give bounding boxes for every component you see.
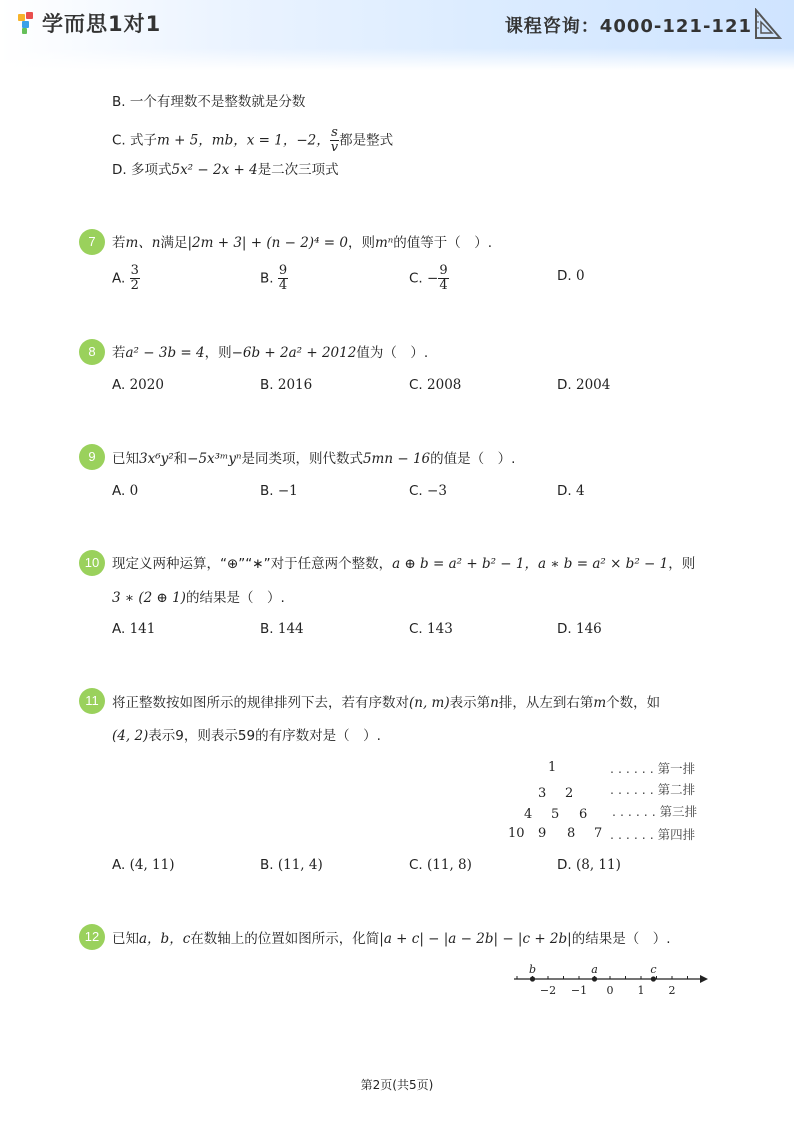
option-label: B. bbox=[260, 857, 274, 873]
question-12-stem bbox=[112, 929, 671, 949]
option-label: B. bbox=[260, 483, 274, 499]
stem-text: 在数轴上的位置如图所示，化简 bbox=[190, 931, 380, 947]
stem-math: (4, 2) bbox=[112, 728, 149, 744]
option-value: 2008 bbox=[427, 377, 462, 393]
fraction-denominator: 4 bbox=[439, 278, 448, 293]
option-label: C. bbox=[409, 270, 423, 287]
triangle-number: 1 bbox=[548, 760, 557, 775]
option-b bbox=[260, 264, 288, 293]
stem-math: |a + c| − |a − 2b| − |c + 2b| bbox=[379, 931, 572, 947]
fraction-denominator: v bbox=[330, 140, 339, 155]
question-number-badge: 12 bbox=[79, 924, 105, 950]
prev-option-c-fraction bbox=[330, 126, 339, 155]
option-a bbox=[112, 855, 174, 875]
option-label: A. bbox=[112, 621, 126, 637]
stem-text: ，则 bbox=[347, 235, 375, 251]
triangle-number: 2 bbox=[565, 786, 574, 801]
option-label: B. bbox=[260, 377, 274, 393]
option-b bbox=[260, 481, 298, 501]
option-c bbox=[409, 619, 453, 639]
stem-text: 已知 bbox=[112, 451, 139, 467]
question-11-stem-line-2 bbox=[112, 726, 381, 746]
row-label: . . . . . . 第一排 bbox=[610, 761, 696, 776]
question-10-stem-line-1 bbox=[112, 554, 695, 574]
stem-text: 是同类项，则代数式 bbox=[241, 451, 363, 467]
tick-label: 1 bbox=[637, 984, 645, 997]
option-value: 2020 bbox=[129, 377, 164, 393]
option-d bbox=[557, 855, 621, 875]
option-value: 0 bbox=[129, 483, 139, 499]
option-value: (11, 8) bbox=[427, 857, 472, 873]
fraction-denominator: 2 bbox=[130, 278, 139, 293]
fraction-numerator: 9 bbox=[278, 263, 288, 278]
option-label: D. bbox=[557, 377, 572, 393]
option-value: 144 bbox=[277, 621, 304, 637]
question-7-stem bbox=[112, 233, 492, 253]
row-label: . . . . . . 第四排 bbox=[610, 827, 696, 842]
arrow-head-icon bbox=[700, 975, 708, 983]
stem-text: 表示第 bbox=[449, 695, 491, 711]
hotline-text: 课程咨询：4000-121-121 bbox=[504, 16, 752, 37]
logo-text: 学而思1对1 bbox=[42, 12, 162, 36]
logo-mark-icon bbox=[18, 12, 36, 34]
stem-math: −5x³ᵐyⁿ bbox=[187, 451, 242, 467]
stem-text: 表示9，则表示59的有序数对是（ ）. bbox=[148, 728, 381, 744]
stem-math: a，b，c bbox=[139, 931, 191, 947]
option-sign: − bbox=[427, 270, 439, 287]
option-label: A. bbox=[112, 270, 126, 287]
option-value: 141 bbox=[129, 621, 156, 637]
option-label: C. bbox=[409, 483, 423, 499]
tick-label: −2 bbox=[539, 984, 557, 997]
stem-math: m、n bbox=[125, 235, 161, 251]
option-d bbox=[557, 481, 585, 501]
option-label: C. bbox=[409, 857, 423, 873]
prev-option-c-math: m + 5，mb，x = 1，−2， bbox=[157, 132, 330, 149]
option-label: D. bbox=[557, 483, 572, 499]
stem-text: 现定义两种运算，“⊕”“∗”对于任意两个整数， bbox=[112, 556, 393, 572]
option-value: 4 bbox=[575, 483, 585, 499]
option-d bbox=[557, 619, 602, 639]
option-d bbox=[557, 266, 585, 286]
option-d bbox=[557, 375, 610, 395]
stem-text: 值为（ ）. bbox=[356, 345, 429, 361]
option-value: 146 bbox=[575, 621, 602, 637]
option-label: A. bbox=[112, 857, 126, 873]
prev-option-d-suffix: 是二次三项式 bbox=[257, 162, 339, 178]
triangle-number: 4 bbox=[524, 807, 533, 822]
stem-math: a² − 3b = 4 bbox=[125, 345, 205, 361]
stem-text: 满足 bbox=[160, 235, 188, 251]
prev-option-d-prefix: D. 多项式 bbox=[112, 162, 172, 178]
option-b bbox=[260, 855, 323, 875]
fraction-numerator: s bbox=[331, 125, 338, 140]
stem-text: 和 bbox=[173, 451, 188, 467]
point-c bbox=[651, 976, 656, 981]
stem-text: 已知 bbox=[112, 931, 139, 947]
stem-text: 将正整数按如图所示的规律排列下去，若有序数对 bbox=[112, 695, 409, 711]
question-number-badge: 9 bbox=[79, 444, 105, 470]
option-c bbox=[409, 264, 449, 293]
option-a bbox=[112, 264, 140, 293]
option-value: 2016 bbox=[277, 377, 313, 393]
triangle-number: 8 bbox=[567, 826, 576, 841]
stem-math: (n, m) bbox=[409, 695, 450, 711]
option-c bbox=[409, 855, 472, 875]
option-fraction bbox=[278, 264, 288, 293]
question-8-stem bbox=[112, 343, 428, 363]
stem-text: 的值等于（ ）. bbox=[393, 235, 493, 251]
option-fraction bbox=[438, 264, 448, 293]
stem-text: 若 bbox=[112, 345, 126, 361]
set-square-ruler-icon bbox=[754, 8, 782, 40]
fraction-denominator: 4 bbox=[278, 278, 288, 293]
point-a bbox=[592, 976, 597, 981]
option-label: C. bbox=[409, 621, 423, 637]
option-value: (4, 11) bbox=[129, 857, 175, 873]
row-label: . . . . . . 第二排 bbox=[610, 782, 696, 797]
stem-math: −6b + 2a² + 2012 bbox=[231, 345, 357, 361]
prev-option-d-math: 5x² − 2x + 4 bbox=[171, 162, 258, 178]
brand-logo bbox=[18, 8, 161, 38]
option-b bbox=[260, 619, 304, 639]
option-c bbox=[409, 481, 447, 501]
option-value: 2004 bbox=[575, 377, 611, 393]
prev-option-b: B. 一个有理数不是整数就是分数 bbox=[112, 94, 306, 110]
option-label: D. bbox=[557, 268, 572, 284]
question-number-badge: 8 bbox=[79, 339, 105, 365]
stem-text: 的结果是（ ）. bbox=[571, 931, 671, 947]
option-label: C. bbox=[409, 377, 423, 393]
stem-text: 的结果是（ ）. bbox=[185, 590, 285, 606]
option-value: −1 bbox=[277, 483, 298, 499]
prev-option-c-prefix: C. 式子 bbox=[112, 132, 158, 149]
question-10-stem-line-2 bbox=[112, 588, 285, 608]
point-label: c bbox=[650, 963, 657, 976]
tick-label: 2 bbox=[668, 984, 676, 997]
question-number-badge: 10 bbox=[79, 550, 105, 576]
stem-text: 个数，如 bbox=[606, 695, 661, 711]
point-label: b bbox=[528, 963, 537, 976]
triangle-number: 7 bbox=[594, 826, 603, 841]
question-number-badge: 7 bbox=[79, 229, 105, 255]
option-value: (11, 4) bbox=[277, 857, 323, 873]
fraction-numerator: 9 bbox=[439, 263, 448, 278]
option-value: (8, 11) bbox=[575, 857, 621, 873]
stem-math: 5mn − 16 bbox=[362, 451, 431, 467]
question-11-stem-line-1 bbox=[112, 693, 660, 713]
option-b bbox=[260, 375, 312, 395]
option-value: 0 bbox=[575, 268, 585, 284]
page-footer: 第2页(共5页) bbox=[360, 1078, 434, 1092]
point-b bbox=[530, 976, 535, 981]
prev-option-c-suffix: 都是整式 bbox=[339, 132, 394, 149]
stem-text: ，则 bbox=[204, 345, 232, 361]
option-a bbox=[112, 375, 164, 395]
stem-text: ，则 bbox=[668, 556, 696, 572]
option-label: A. bbox=[112, 377, 126, 393]
stem-math: a ⊕ b = a² + b² − 1，a ∗ b = a² × b² − 1 bbox=[392, 556, 669, 572]
option-label: A. bbox=[112, 483, 126, 499]
option-value: 143 bbox=[427, 621, 453, 637]
option-c bbox=[409, 375, 461, 395]
option-label: D. bbox=[557, 621, 572, 637]
stem-math: 3 ∗ (2 ⊕ 1) bbox=[112, 590, 186, 606]
fraction-numerator: 3 bbox=[130, 263, 139, 278]
option-label: B. bbox=[260, 621, 274, 637]
row-label: . . . . . . 第三排 bbox=[612, 804, 698, 819]
question-9-stem bbox=[112, 449, 515, 469]
triangle-number: 9 bbox=[538, 826, 547, 841]
prev-option-d bbox=[112, 160, 339, 180]
triangle-number: 6 bbox=[579, 807, 588, 822]
option-label: B. bbox=[260, 270, 274, 287]
stem-math: mⁿ bbox=[374, 235, 394, 251]
stem-text: 的值是（ ）. bbox=[430, 451, 516, 467]
triangle-number: 10 bbox=[508, 826, 525, 841]
option-value: −3 bbox=[427, 483, 447, 499]
option-fraction bbox=[130, 264, 140, 293]
question-number-badge: 11 bbox=[79, 688, 105, 714]
triangle-number: 5 bbox=[551, 807, 560, 822]
stem-math: m bbox=[593, 695, 607, 711]
stem-math: 3x⁶y² bbox=[139, 451, 174, 467]
stem-math: n bbox=[490, 695, 499, 711]
triangle-number: 3 bbox=[538, 786, 547, 801]
option-a bbox=[112, 619, 155, 639]
prev-option-c bbox=[112, 126, 393, 155]
page-header bbox=[0, 0, 794, 70]
number-line-figure bbox=[510, 958, 710, 1000]
tick-label: −1 bbox=[570, 984, 588, 997]
tick-label: 0 bbox=[606, 984, 614, 997]
stem-text: 排，从左到右第 bbox=[498, 695, 594, 711]
stem-math: |2m + 3| + (n − 2)⁴ = 0 bbox=[187, 235, 348, 251]
point-label: a bbox=[591, 963, 598, 976]
option-a bbox=[112, 481, 138, 501]
stem-text: 若 bbox=[112, 235, 126, 251]
option-label: D. bbox=[557, 857, 572, 873]
